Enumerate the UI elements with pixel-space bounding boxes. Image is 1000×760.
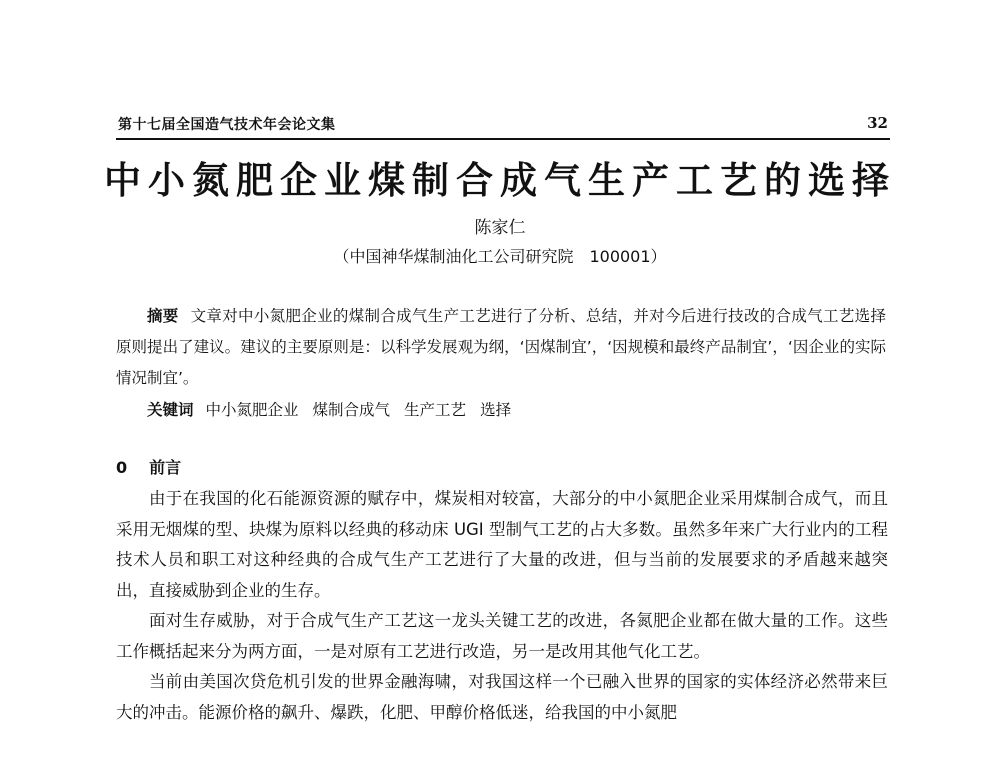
paragraph: 面对生存威胁，对于合成气生产工艺这一龙头关键工艺的改进，各氮肥企业都在做大量的工作。这些工作概括起来分为两方面，一是对原有工艺进行改造，另一是改用其他气化工艺。 xyxy=(116,611,888,661)
keyword: 中小氮肥企业 xyxy=(205,401,299,419)
running-title: 第十七届全国造气技术年会论文集 xyxy=(118,117,336,133)
section-heading xyxy=(116,455,181,478)
keywords xyxy=(116,395,886,426)
keywords-label: 关键词 xyxy=(147,401,194,419)
body-text xyxy=(116,484,888,728)
author-affiliation: （中国神华煤制油化工公司研究院 100001） xyxy=(333,247,667,266)
keyword: 选择 xyxy=(480,401,512,419)
page-number: 32 xyxy=(867,114,888,132)
section-title: 前言 xyxy=(149,458,182,477)
keyword: 煤制合成气 xyxy=(312,401,391,419)
paragraph: 由于在我国的化石能源资源的赋存中，煤炭相对较富，大部分的中小氮肥企业采用煤制合成气，而且采用无烟煤的型、块煤为原料以经典的移动床 UGI 型制气工艺的占大多数。虽然多年来广大行业内的工程技术人员和职工对这种经典的合成气生产工艺进行了大量的改进，但与当前的发展要求的矛盾越来越突出，直接威胁到企业的生存。 xyxy=(116,489,888,600)
paragraph: 当前由美国次贷危机引发的世界金融海啸，对我国这样一个已融入世界的国家的实体经济必然带来巨大的冲击。能源价格的飙升、爆跌，化肥、甲醇价格低迷，给我国的中小氮肥 xyxy=(116,672,888,722)
abstract-text: 文章对中小氮肥企业的煤制合成气生产工艺进行了分析、总结，并对今后进行技改的合成气工艺选择原则提出了建议。建议的主要原则是：以科学发展观为纲，‘因煤制宜’，‘因规模和最终产品制宜’，‘因企业的实际情况制宜’。 xyxy=(116,307,886,387)
keyword: 生产工艺 xyxy=(404,401,467,419)
article-title: 中小氮肥企业煤制合成气生产工艺的选择 xyxy=(104,159,896,202)
running-header xyxy=(116,112,890,140)
abstract-label: 摘要 xyxy=(147,307,179,325)
abstract xyxy=(116,301,886,394)
author-name: 陈家仁 xyxy=(474,218,526,238)
section-number: 0 xyxy=(116,458,128,477)
